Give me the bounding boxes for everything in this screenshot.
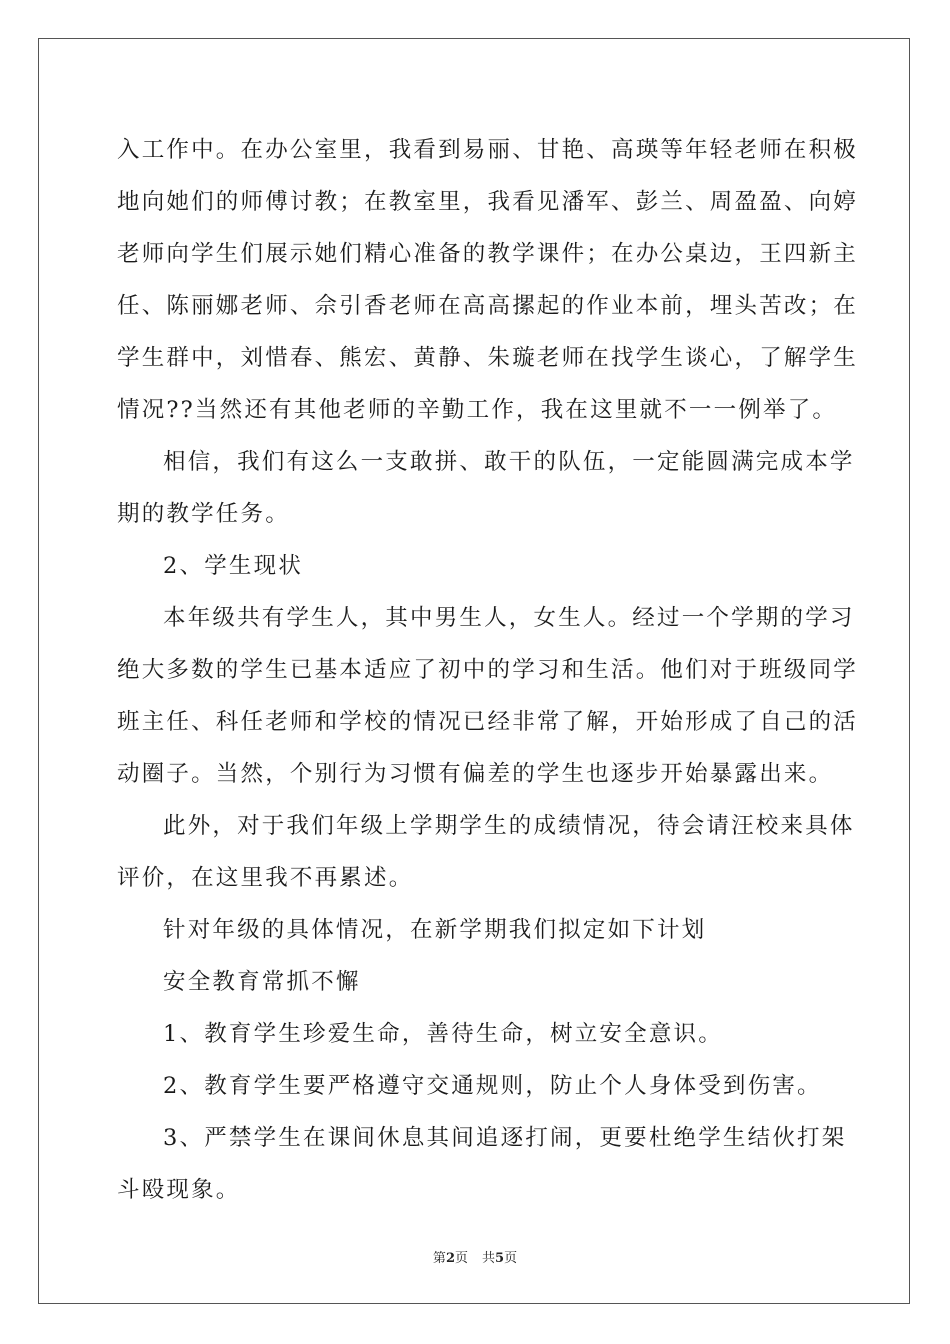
paragraph-line: 任、陈丽娜老师、佘引香老师在高高摞起的作业本前，埋头苦改；在 bbox=[117, 293, 859, 319]
paragraph-line: 绝大多数的学生已基本适应了初中的学习和生活。他们对于班级同学 bbox=[117, 657, 859, 683]
total-page-number: 5 bbox=[495, 1251, 505, 1266]
list-item-continuation: 斗殴现象。 bbox=[117, 1177, 241, 1203]
paragraph-line: 动圈子。当然，个别行为习惯有偏差的学生也逐步开始暴露出来。 bbox=[117, 761, 834, 787]
list-item: 3、严禁学生在课间休息其间追逐打闹，更要杜绝学生结伙打架 bbox=[163, 1125, 847, 1151]
paragraph-line: 期的教学任务。 bbox=[117, 501, 290, 527]
paragraph-line: 情况??当然还有其他老师的辛勤工作，我在这里就不一一例举了。 bbox=[117, 397, 838, 423]
total-prefix: 共 bbox=[482, 1251, 496, 1266]
list-item: 1、教育学生珍爱生命，善待生命，树立安全意识。 bbox=[163, 1021, 723, 1047]
current-page-number: 2 bbox=[445, 1251, 455, 1266]
section-heading: 安全教育常抓不懈 bbox=[163, 969, 361, 995]
page-unit: 页 bbox=[454, 1251, 468, 1266]
paragraph-line: 入工作中。在办公室里，我看到易丽、甘艳、高瑛等年轻老师在积极 bbox=[117, 137, 859, 163]
paragraph-line: 此外，对于我们年级上学期学生的成绩情况，待会请汪校来具体 bbox=[163, 813, 855, 839]
list-item: 2、教育学生要严格遵守交通规则，防止个人身体受到伤害。 bbox=[163, 1073, 822, 1099]
paragraph-line: 相信，我们有这么一支敢拼、敢干的队伍，一定能圆满完成本学 bbox=[163, 449, 855, 475]
section-heading: 2、学生现状 bbox=[163, 553, 304, 579]
paragraph-line: 评价，在这里我不再累述。 bbox=[117, 865, 414, 891]
paragraph-line: 班主任、科任老师和学校的情况已经非常了解，开始形成了自己的活 bbox=[117, 709, 859, 735]
paragraph-line: 老师向学生们展示她们精心准备的教学课件；在办公桌边，王四新主 bbox=[117, 241, 859, 267]
page-prefix: 第 bbox=[432, 1251, 446, 1266]
total-unit: 页 bbox=[504, 1251, 518, 1266]
paragraph-line: 学生群中，刘惜春、熊宏、黄静、朱璇老师在找学生谈心，了解学生 bbox=[117, 345, 859, 371]
paragraph-line: 地向她们的师傅讨教；在教室里，我看见潘军、彭兰、周盈盈、向婷 bbox=[117, 189, 859, 215]
paragraph-line: 本年级共有学生人，其中男生人，女生人。经过一个学期的学习 bbox=[163, 605, 855, 631]
page-footer bbox=[0, 1247, 950, 1266]
document-body bbox=[117, 124, 859, 1216]
paragraph-line: 针对年级的具体情况，在新学期我们拟定如下计划 bbox=[163, 917, 707, 943]
